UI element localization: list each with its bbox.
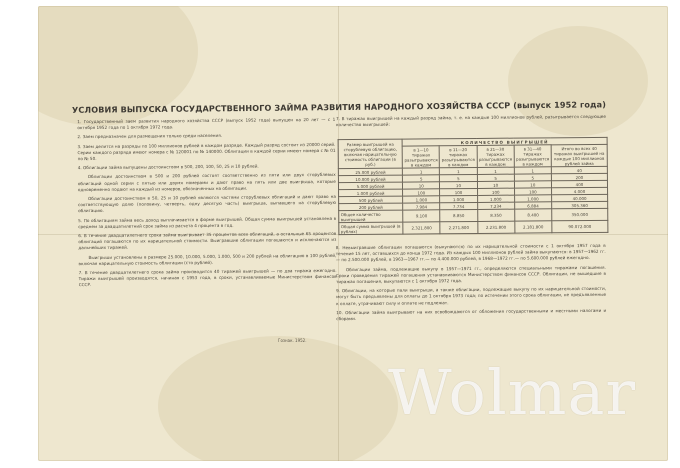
condition-paragraph: 9. Облигации, на которые пали выигрыши, а также облигации, подлежащие выкупу по их нарицательной стоимости, могут быть предъявлены для оплаты до 1 октября 1973 года; по истечении этого срока облигации, не предъявленные к оплате, утрачивают силу и оплате не подлежат. [336, 286, 607, 306]
table-cell: 7.984 [403, 203, 440, 210]
table-cell: 400 [551, 180, 607, 187]
quantity-header: КОЛИЧЕСТВО ВЫИГРЫШЕЙ [402, 137, 607, 146]
document-title: УСЛОВИЯ ВЫПУСКА ГОСУДАРСТВЕННОГО ЗАЙМА РАЗВИТИЯ НАРОДНОГО ХОЗЯЙСТВА СССР (выпуск 1952 года) [71, 99, 607, 115]
condition-paragraph: Облигации достоинством в 500 и 200 рублей состоят соответственно из пяти или двух сторублевых облигаций одной серии с пятью или двумя номерами и дают право на пять или две выигрыша, которые одновременно подают на каждый из номеров, обозначенных на облигации. [77, 172, 336, 192]
table-cell: 2.181.800 [515, 221, 552, 233]
table-cell: 5 [477, 174, 514, 181]
condition-paragraph: Облигации займа, подлежащие выкупу в 1957—1971 гг., определяются специальными тиражами погашения. Сроки проведения тиражей погашения устанавливаются Министерством финансов СССР. Облигации, не вышедшие в тиражах погашения, выкупаются с 1 октября 1972 года. [335, 264, 606, 285]
table-cell: 100 [403, 189, 440, 196]
table-cell: 2.321.800 [403, 222, 440, 234]
condition-paragraph: 1. Государственный заем развития народного хозяйства СССР (выпуск 1952 года) выпущен на 20 лет — с 1 октября 1952 года по 1 октября 1972 года. [77, 116, 336, 131]
table-cell: 10 [477, 181, 514, 188]
condition-paragraph: 5. По облигациям займа весь доход выплачивается в форме выигрышей. Общая сумма выигрышей установлена в среднем за двадцатилетний срок займа из расчета 4 процента в год. [78, 215, 337, 229]
table-cell: 200 [551, 173, 607, 180]
printer-imprint: Гознак. 1952. [278, 338, 307, 343]
table-cell: 5 [440, 174, 477, 181]
table-cell: 1 [477, 167, 514, 174]
table-cell: 8.350 [477, 209, 514, 221]
total-sum-label: Общая сумма выигрышей (в рублях) [339, 222, 403, 235]
table-cell: 1 [403, 168, 440, 175]
condition-paragraph: Выигрыши установлены в размере 25.000, 10.000, 5.000, 1.000, 500 и 200 рублей на облигацию в 100 рублей, включая нарицательную стоимость облигации (сто рублей). [78, 252, 337, 266]
condition-paragraph: 6. В течение двадцатилетнего срока займа выигрывает 35 процентов всех облигаций, а остальные 65 процентов облигаций погашаются по их нарицательной стоимости. Выигравшие облигации погашаются и исключаются из дальнейших тиражей. [78, 230, 337, 251]
total-sum-row [339, 220, 608, 234]
table-cell: 1.000 [477, 195, 514, 202]
table-cell: 2.271.800 [440, 221, 477, 233]
condition-paragraph: 3. Заем делится на разряды по 100 миллионов рублей в каждом разряде. Каждый разряд состоит из 20000 серий. Серии каждого разряда имеют номера с № 120001 по № 140000. Облигации в каждой серии имеют номера с № 01 по № 50. [77, 141, 336, 162]
table-cell: 8.400 [514, 209, 551, 221]
prize-size-cell: 25.000 рублей [338, 168, 402, 176]
table-cell: 5 [403, 175, 440, 182]
table-cell: 305.360 [552, 201, 608, 208]
table-cell: 1.000 [440, 195, 477, 202]
condition-paragraph: 7. В тиражах выигрышей на каждый разряд займа, т. е. на каждые 100 миллионов рублей, разыгрывается следующее количество выигрышей: [335, 113, 606, 128]
conditions-right-column [336, 243, 607, 326]
condition-paragraph: Облигации достоинством в 50, 25 и 10 рублей являются частями сторублевых облигаций и дают право на соответствующую долю (половину, четверть, одну десятую часть) выигрыша, выпавшего на сторублевую облигацию. [77, 193, 337, 214]
table-cell: 10 [514, 181, 551, 188]
table-cell: 1 [514, 167, 551, 174]
table-cell: 350.000 [552, 208, 608, 220]
table-cell: 1.000 [514, 195, 551, 202]
table-cell: 5 [514, 174, 551, 181]
prize-size-cell: 500 рублей [339, 196, 403, 204]
table-cell: 7.734 [440, 202, 477, 209]
table-cell: 40.000 [552, 194, 608, 201]
paper-stain [158, 336, 398, 461]
table-cell: 100 [514, 188, 551, 195]
table-cell: 10 [403, 182, 440, 189]
condition-paragraph: 2. Заем предназначен для размещения только среди населения. [77, 133, 223, 140]
table-cell: 7.234 [477, 202, 514, 209]
condition-paragraph: 4. Облигации займа выпущены достоинством в 500, 200, 100, 50, 25 и 10 рублей. [77, 163, 259, 171]
draw-range-header: в 31—40 тиражах разыгрываются в каждом [514, 145, 551, 167]
table-cell: 9.100 [403, 210, 440, 222]
watermark: Wolmar [388, 356, 637, 429]
prize-size-cell: 5.000 рублей [338, 182, 402, 190]
table-cell: 90.072.000 [552, 220, 608, 232]
draw-range-header: в 21—30 тиражах разыгрываются в каждом [477, 145, 514, 167]
prize-size-cell: 10.000 рублей [338, 175, 402, 183]
table-cell: 1 [440, 167, 477, 174]
table-cell: 2.231.800 [477, 221, 514, 233]
prize-size-header: Размер выигрышей на сторублевую облигацию, включая нарицательную стоимость облигации (в руб.) [338, 139, 402, 169]
table-cell: 8.850 [440, 209, 477, 221]
prize-table [338, 137, 609, 235]
condition-paragraph: 8. Невыигравшие облигации погашаются (выкупаются) по их нарицательной стоимости с 1 октября 1957 года в течение 15 лет, оставшихся до конца 1972 года. Из каждых 100 миллионов рублей займа выкупаются: в 1957—1962 гг.— по 2.500.000 рублей, в 1963—1967 гг.— по 4.400.000 рублей, в 1968—1972 гг.— по 5.600.000 рублей ежегодно. [335, 242, 606, 263]
condition-paragraph: 7. В течение двадцатилетнего срока займа производится 40 тиражей выигрышей — по два тиража ежегодно. Тиражи выигрышей производятся, начиная с 1953 года, в сроки, устанавливаемые Министерством финансов СССР. [78, 267, 337, 288]
table-cell: 1.000 [403, 196, 440, 203]
draw-range-header: в 1—10 тиражах разыгрываются в каждом [402, 146, 439, 168]
table-cell: 10 [440, 181, 477, 188]
table-cell: 100 [440, 188, 477, 195]
total-header: Итого во всех 40 тиражах выигрышей на каждые 100 миллионов рублей займа [551, 144, 607, 166]
condition-paragraph: 10. Облигации займа выигрывают на них освобождаются от обложения государственными и местными налогами и сборами. [336, 307, 607, 322]
draw-range-header: в 11—20 тиражах разыгрываются в каждом [440, 145, 477, 167]
table-cell: 6.884 [514, 202, 551, 209]
prize-table-intro [336, 114, 606, 132]
table-cell: 4.000 [551, 187, 607, 194]
table-cell: 40 [551, 166, 607, 173]
prize-size-cell: 1.000 рублей [339, 189, 403, 197]
total-count-label: Общее количество выигрышей [339, 210, 403, 223]
prize-size-cell: 200 рублей [339, 203, 403, 211]
conditions-left-column [77, 117, 336, 292]
table-cell: 100 [477, 188, 514, 195]
